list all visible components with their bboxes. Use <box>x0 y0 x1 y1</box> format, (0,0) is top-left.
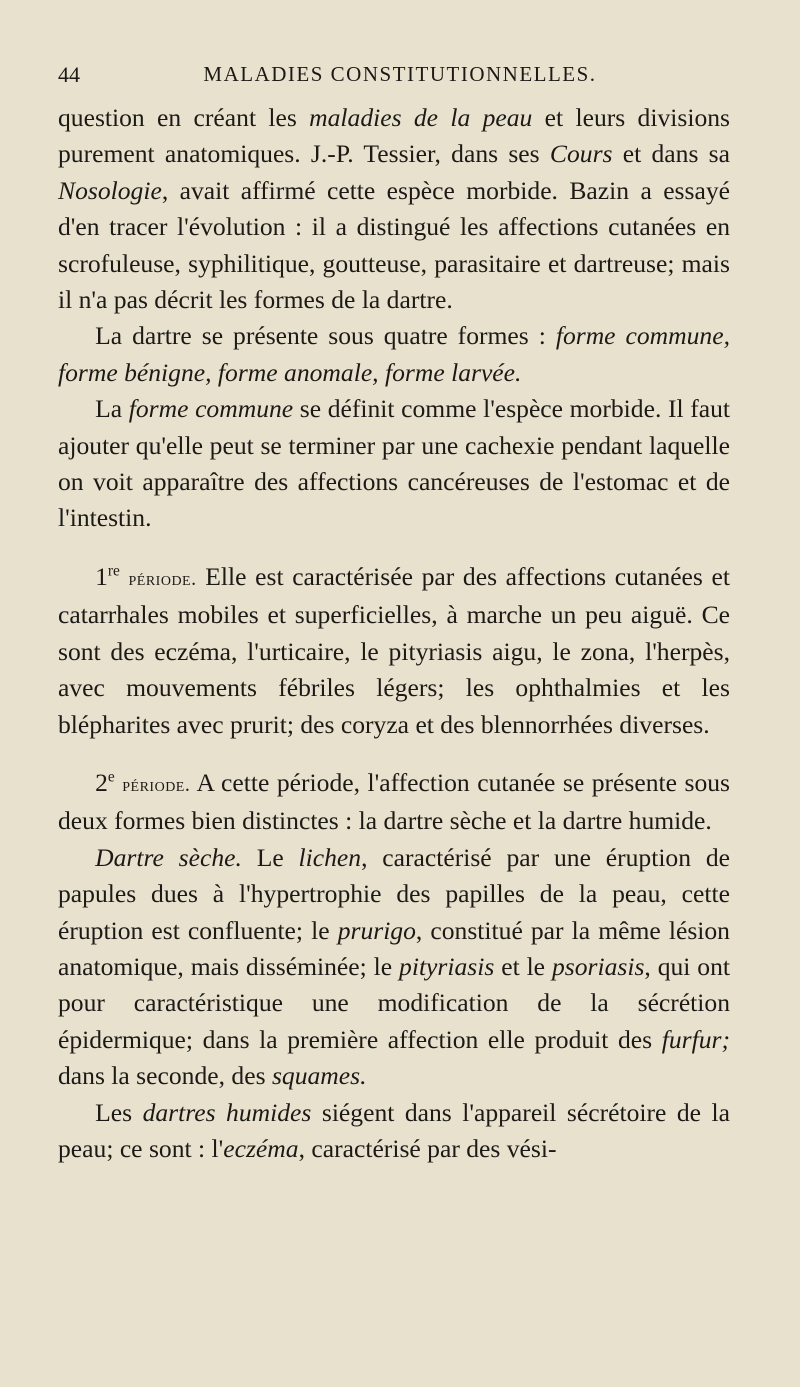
paragraph: Dartre sèche. Le lichen, caractérisé par une éruption de papules dues à l'hypertrophie des papilles de la peau, cette éruption est confluente; le prurigo, constitué par la même lésion anatomique, mais disséminée; le pityriasis et le psoriasis, qui ont pour caractéristique une modification de la sécrétion épidermique; dans la première affection elle produit des furfur; dans la seconde, des squames. <box>58 842 731 1091</box>
running-header <box>58 62 742 92</box>
running-title: MALADIES CONSTITUTIONNELLES. <box>203 62 597 86</box>
paragraph: question en créant les maladies de la peau et leurs divisions purement anatomiques. J.-P. Tessier, dans ses Cours et dans sa Nosologie, avait affirmé cette espèce morbide. Bazin a essayé d'en tracer l'évolution : il a distingué les affections cutanées en scrofuleuse, syphilitique, goutteuse, parasitaire et dartreuse; mais il n'a pas décrit les formes de la dartre. <box>58 103 730 315</box>
paragraph-periode-1: 1re période. Elle est caractérisée par des affections cutanées et catarrhales mobiles et superficielles, à marche un peu aiguë. Ce sont des eczéma, l'urticaire, le pityriasis aigu, le zona, l'herpès, avec mouvements fébriles légers; les ophthalmies et les blépharites avec prurit; des coryza et des blennorrhées diverses. <box>58 561 730 739</box>
paragraph: Les dartres humides siégent dans l'appareil sécrétoire de la peau; ce sont : l'eczéma, caractérisé par des vési- <box>58 1097 730 1163</box>
paragraph: La forme commune se définit comme l'espèce morbide. Il faut ajouter qu'elle peut se terminer par une cachexie pendant laquelle on voit apparaître des affections cancéreuses de l'estomac et de l'intestin. <box>58 394 731 533</box>
body-text <box>58 100 730 1167</box>
paragraph: La dartre se présente sous quatre formes : forme commune, forme bénigne, forme anomale, forme larvée. <box>58 321 730 387</box>
paragraph-periode-2: 2e période. A cette période, l'affection cutanée se présente sous deux formes bien distinctes : la dartre sèche et la dartre humide. <box>58 767 730 836</box>
page-number: 44 <box>58 62 80 87</box>
